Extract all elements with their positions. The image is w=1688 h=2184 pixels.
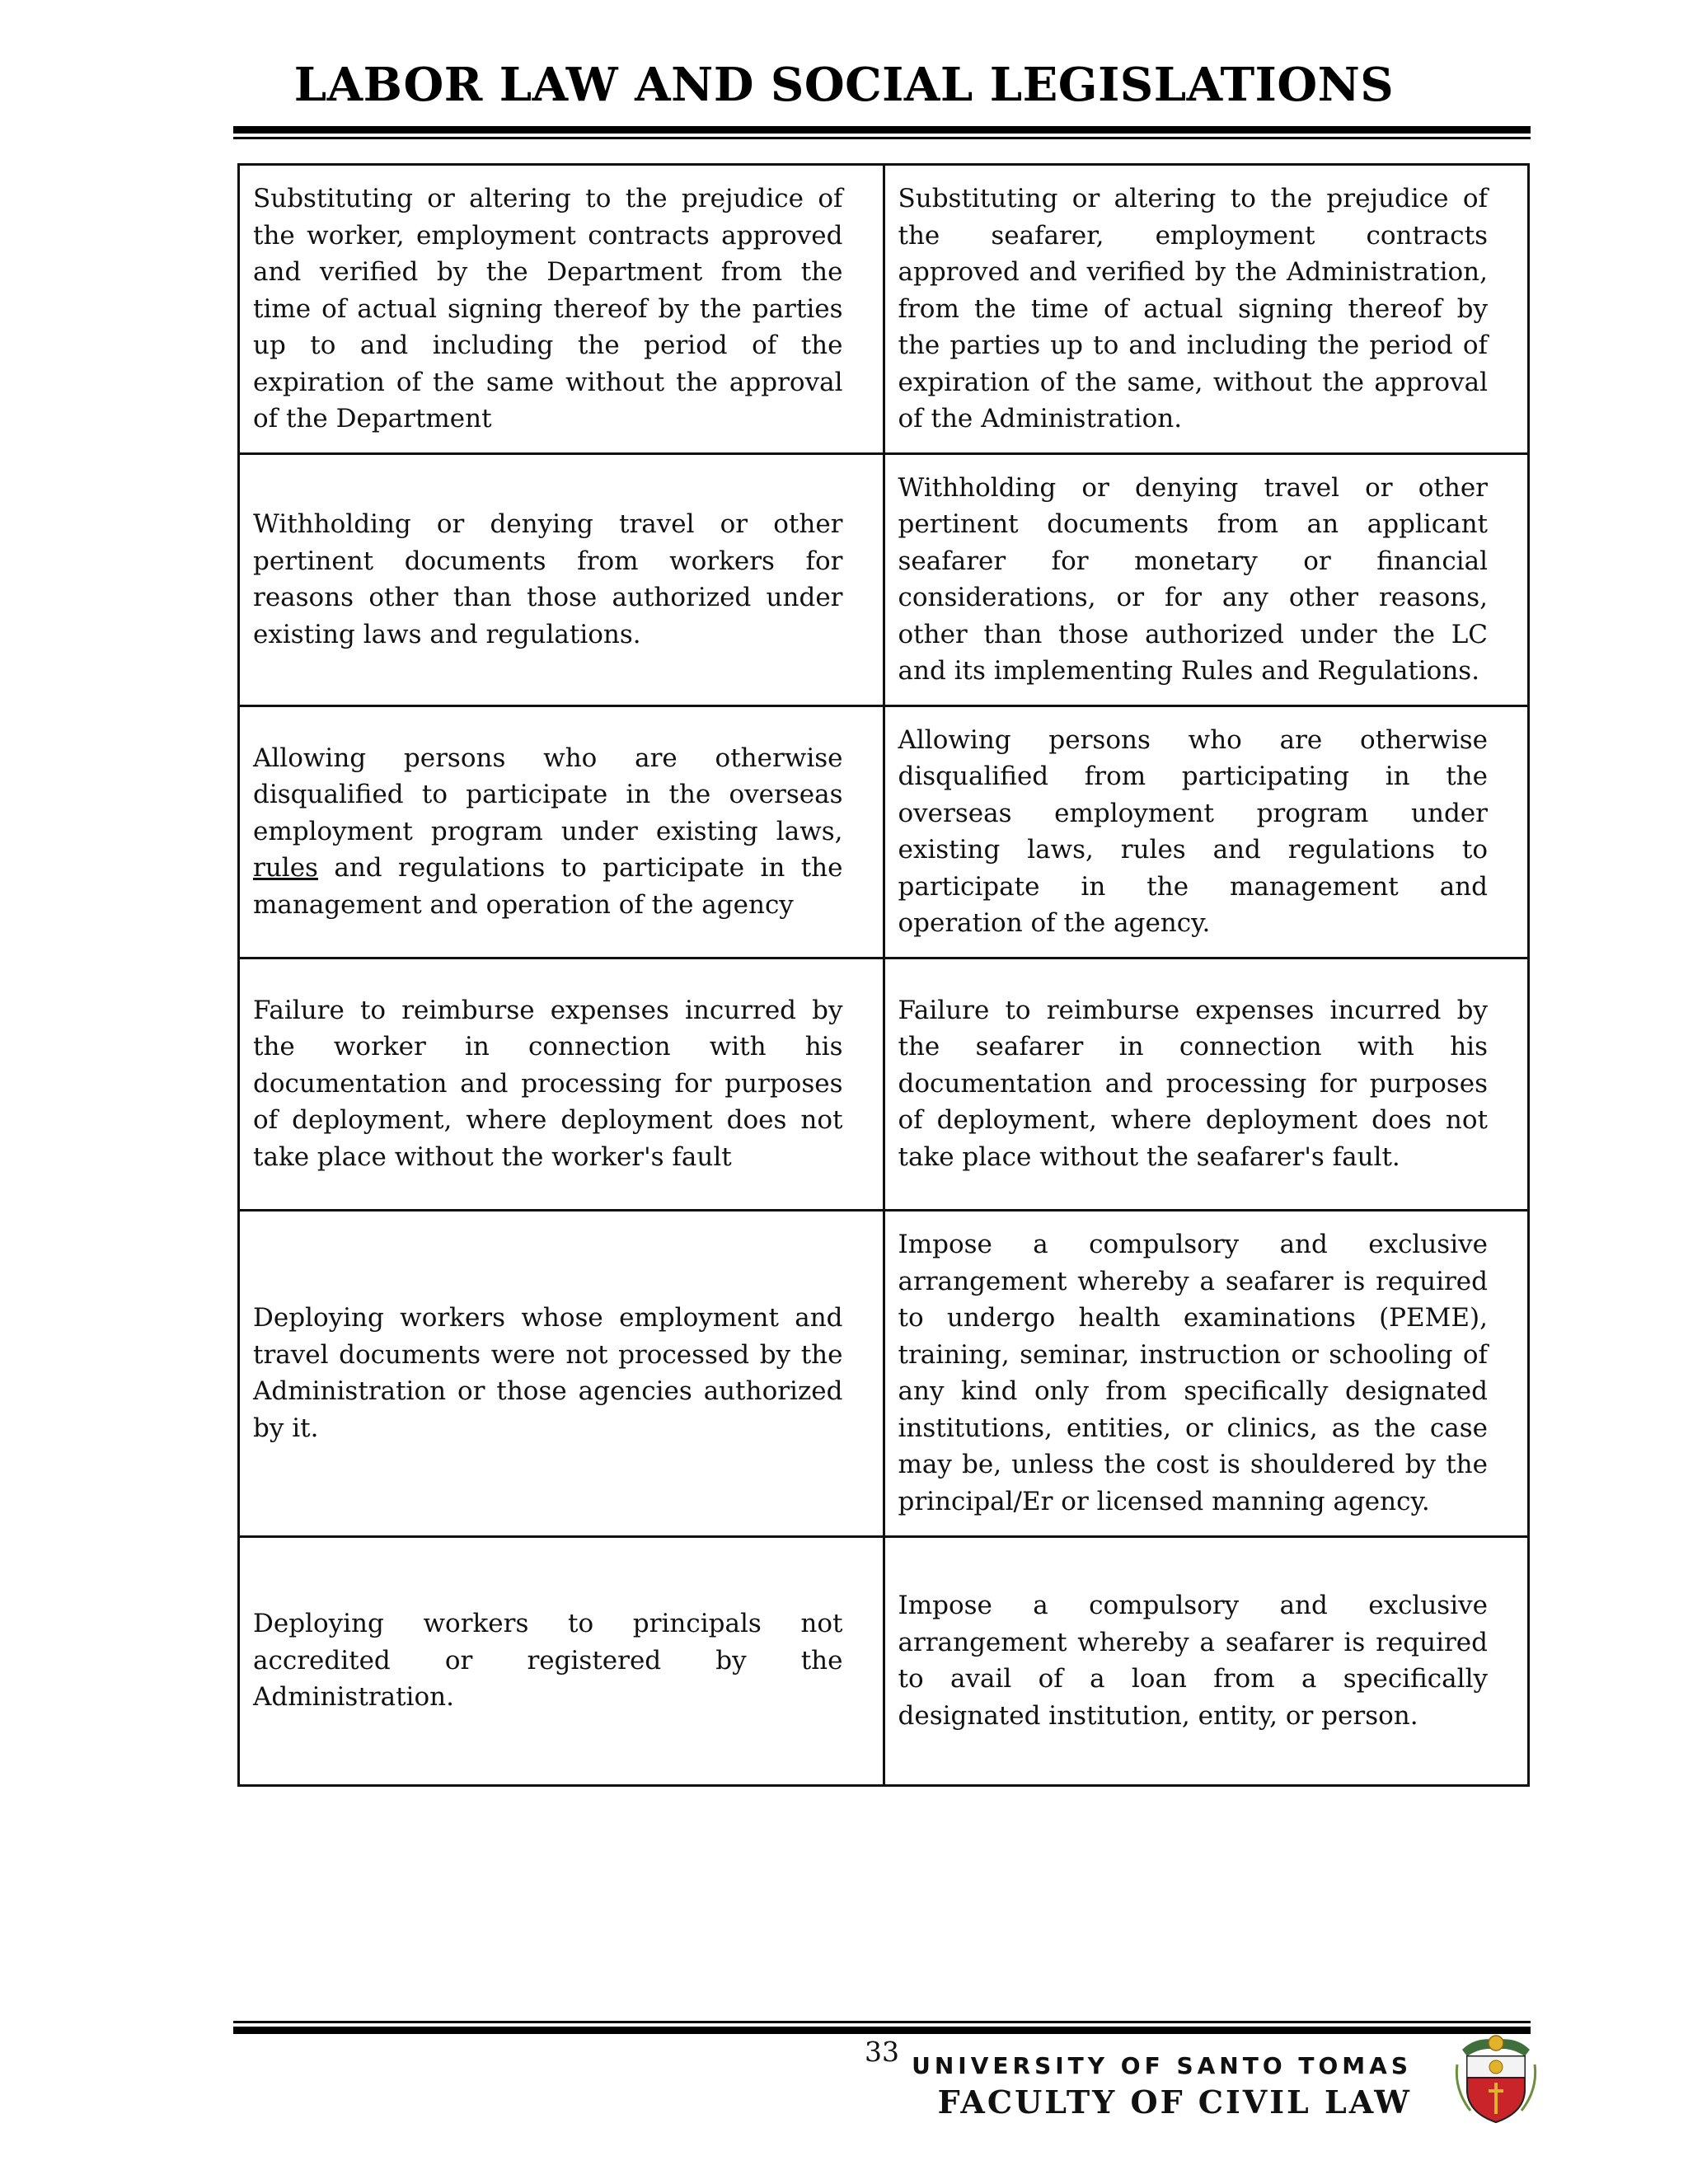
right-cell: Substituting or altering to the prejudice of the seafarer, employment contracts approved and verified by the Administration, from the time of actual signing thereof by the parties up to and including the period of expiration of the same, without the approval of the Administration. — [884, 165, 1529, 454]
table-row — [239, 958, 1529, 1210]
page-title: LABOR LAW AND SOCIAL LEGISLATIONS — [293, 58, 1395, 112]
page-number: 33 — [865, 2036, 899, 2068]
right-cell: Impose a compulsory and exclusive arrangement whereby a seafarer is required to avail of a loan from a specifically designated institution, entity, or person. — [884, 1536, 1529, 1785]
table-row — [239, 165, 1529, 454]
left-cell: Deploying workers to principals not accredited or registered by the Administration. — [239, 1536, 884, 1785]
left-cell: Withholding or denying travel or other pertinent documents from workers for reasons other than those authorized under existing laws and regulations. — [239, 453, 884, 705]
footer-rule-thick — [233, 2027, 1531, 2034]
right-cell: Allowing persons who are otherwise disqualified from participating in the overseas employment program under existing laws, rules and regulations to participate in the management and operation of the agency. — [884, 705, 1529, 958]
cell-text: and regulations to participate in the management and operation of the agency — [253, 853, 843, 920]
left-cell: Failure to reimburse expenses incurred by the worker in connection with his documentation and processing for purposes of deployment, where deployment does not take place without the worker's fault — [239, 958, 884, 1210]
right-cell: Failure to reimburse expenses incurred by the seafarer in connection with his documentation and processing for purposes of deployment, where deployment does not take place without the seafarer's fault. — [884, 958, 1529, 1210]
university-name: UNIVERSITY OF SANTO TOMAS — [912, 2052, 1412, 2079]
table-row — [239, 453, 1529, 705]
cell-text: Allowing persons who are otherwise disqualified to participate in the overseas employment program under existing laws, — [253, 743, 843, 846]
header-rule-thin — [233, 137, 1531, 139]
left-cell: Deploying workers whose employment and travel documents were not processed by the Administration or those agencies authorized by it. — [239, 1210, 884, 1536]
table-row — [239, 705, 1529, 958]
faculty-name: FACULTY OF CIVIL LAW — [937, 2083, 1412, 2121]
underlined-text: rules — [253, 853, 318, 883]
footer-rule-thin — [233, 2021, 1531, 2023]
header-rule-thick — [233, 126, 1531, 134]
left-cell: Substituting or altering to the prejudice of the worker, employment contracts approved and verified by the Department from the time of actual signing thereof by the parties up to and including the period of the expiration of the same without the approval of the Department — [239, 165, 884, 454]
ust-seal-icon — [1451, 2032, 1541, 2126]
right-cell: Withholding or denying travel or other pertinent documents from an applicant seafarer for monetary or financial considerations, or for any other reasons, other than those authorized under the LC and its implementing Rules and Regulations. — [884, 453, 1529, 705]
left-cell — [239, 705, 884, 958]
right-cell: Impose a compulsory and exclusive arrangement whereby a seafarer is required to undergo health examinations (PEME), training, seminar, instruction or schooling of any kind only from specifically designated institutions, entities, or clinics, as the case may be, unless the cost is shouldered by the principal/Er or licensed manning agency. — [884, 1210, 1529, 1536]
table-row — [239, 1536, 1529, 1785]
table-row — [239, 1210, 1529, 1536]
comparison-table — [237, 163, 1530, 1787]
